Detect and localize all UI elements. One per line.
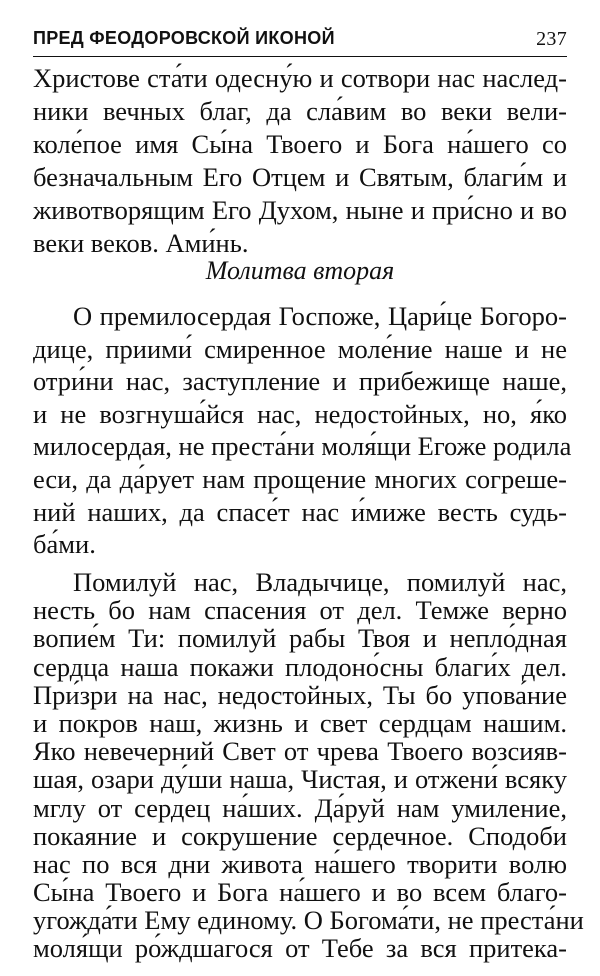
text-line: коле́пое имя Сы́на Твоего и Бога на́шего со xyxy=(33,129,567,159)
text-line: При́зри на нас, недостойных, Ты бо упова́ние xyxy=(33,679,567,710)
page-number: 237 xyxy=(536,28,567,50)
text-line: отри́ни нас, заступление и прибежище наше, xyxy=(33,366,567,397)
text-line: дице, приими́ смиренное моле́ние наше и не xyxy=(33,333,567,364)
text-line: веки веков. Ами́нь. xyxy=(33,228,249,258)
text-line: Сы́на Твоего и Бога на́шего и во всем благо- xyxy=(33,877,567,908)
text-line: и не возгнуша́йся нас, недостойных, но, я́ко xyxy=(33,398,567,429)
text-line: ба́ми. xyxy=(33,529,96,560)
text-line: ники вечных благ, да сла́вим во веки вели- xyxy=(33,96,567,126)
text-line: вопие́м Ти: помилуй рабы Твоя и непло́дная xyxy=(33,623,567,654)
section-heading: Молитва вторая xyxy=(205,256,395,285)
text-line: мглу от сердец на́ших. Да́руй нам умиление, xyxy=(33,792,567,823)
text-line: ний наших, да спасе́т нас и́миже весть судь- xyxy=(33,496,567,527)
text-line: сердца наша покажи плодоно́сны благи́х дел. xyxy=(33,651,567,682)
text-line: несть бо нам спасения от дел. Темже верно xyxy=(33,595,567,626)
text-line: Христове ста́ти одесну́ю и сотвори нас наслед- xyxy=(33,63,567,93)
text-line: животворящим Его Духом, ныне и при́сно и во xyxy=(33,195,567,225)
paragraph-3 xyxy=(33,567,584,964)
header-rule xyxy=(33,56,567,57)
text-line: нас по вся дни живота на́шего творити волю xyxy=(33,848,567,879)
text-line: моля́щи ро́ждшагося от Тебе за вся притека- xyxy=(33,933,567,964)
text-line: О премилосердая Госпоже, Цари́це Богоро- xyxy=(73,301,567,331)
text-line: и покров наш, жизнь и свет сердцам нашим. xyxy=(33,707,567,738)
text-line: шая, озари ду́ши наша, Чистая, и отжени́ всяку xyxy=(33,764,567,795)
text-line: милосердая, не преста́ни моля́щи Егоже родила xyxy=(33,431,572,462)
text-line: безначальным Его Отцем и Святым, благи́м и xyxy=(33,162,567,192)
paragraph-1 xyxy=(33,62,567,260)
text-line: угожда́ти Ему единому. О Богома́ти, не преста́ни xyxy=(33,905,584,936)
text-line: Яко невечерний Свет от чрева Твоего возсияв- xyxy=(33,736,567,767)
text-line: Помилуй нас, Владычице, помилуй нас, xyxy=(73,567,567,597)
running-header xyxy=(33,28,567,54)
text-line: еси, да да́рует нам прощение многих согреше- xyxy=(33,463,567,494)
running-title: ПРЕД ФЕОДОРОВСКОЙ ИКОНОЙ xyxy=(33,28,335,48)
paragraph-2 xyxy=(33,300,572,561)
text-line: покаяние и сокрушение сердечное. Сподоби xyxy=(33,820,567,851)
